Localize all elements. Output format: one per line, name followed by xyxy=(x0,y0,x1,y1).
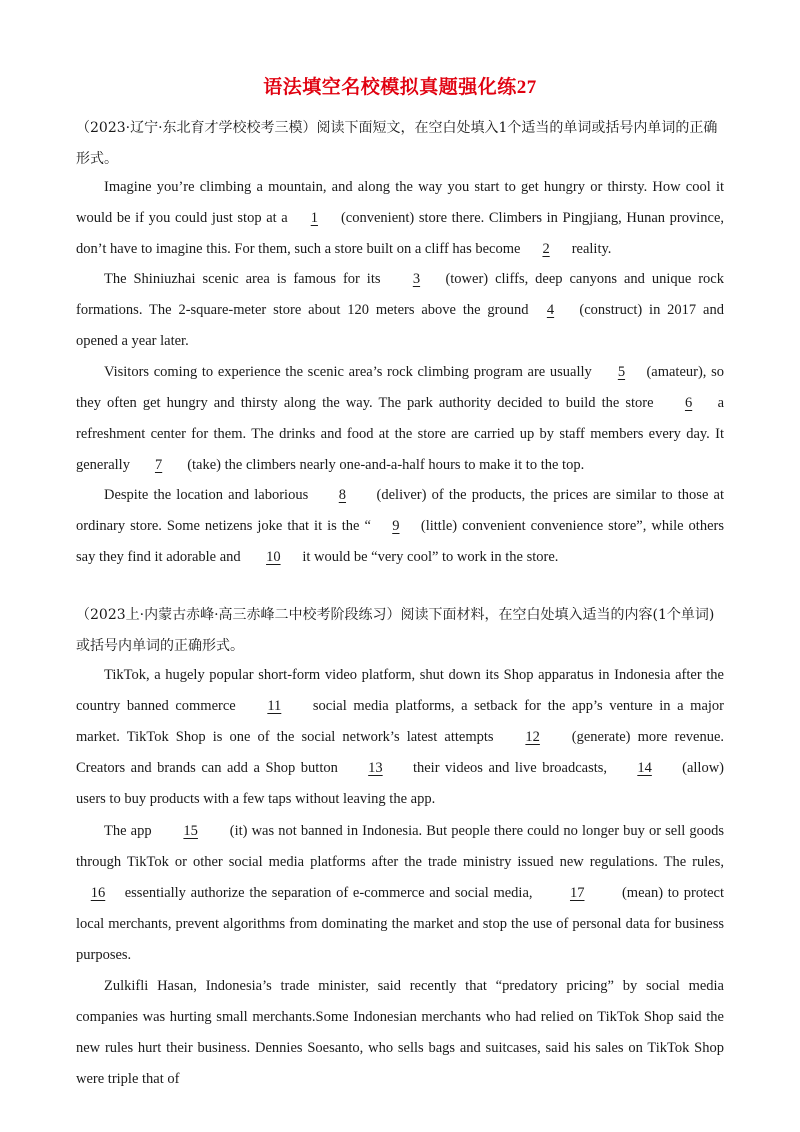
section2-paragraph-1: TikTok, a hugely popular short-form video platform, shut down its Shop apparatus in Indonesia after the country banned commerce 11 social media platforms, a setback for the app’s venture in a major market. TikTok Shop is one of the social network’s latest attempts 12 (generate) more revenue. Creators and brands can add a Shop button 13 their videos and live broadcasts, 14 (allow) users to buy products with a few taps without leaving the app. xyxy=(76,667,725,807)
section2-paragraph-3: Zulkifli Hasan, Indonesia’s trade minister, said recently that “predatory pricing” by social media companies was hurting small merchants.Some Indonesian merchants who had relied on TikTok Shop said the new rules hurt their business. Dennies Soesanto, who sells bags and suitcases, said his sales on TikTok Shop were triple that of xyxy=(76,978,724,1087)
section2-intro: （2023上·内蒙古赤峰·高三赤峰二中校考阶段练习）阅读下面材料，在空白处填入适当的内容(1个单词)或括号内单词的正确形式。 xyxy=(76,607,715,654)
blank-6[interactable]: 6 xyxy=(684,395,693,411)
section1-paragraph-2: The Shiniuzhai scenic area is famous for its 3 (tower) cliffs, deep canyons and unique rock formations. The 2-square-meter store about 120 meters above the ground 4 (construct) in 2017 and opened a year later. xyxy=(76,264,724,357)
blank-14[interactable]: 14 xyxy=(637,760,652,776)
blank-4[interactable]: 4 xyxy=(546,302,555,318)
blank-5[interactable]: 5 xyxy=(617,364,626,380)
blank-8[interactable]: 8 xyxy=(338,487,347,503)
blank-9[interactable]: 9 xyxy=(392,518,400,534)
section1-intro: （2023·辽宁·东北育才学校校考三模）阅读下面短文，在空白处填入1个适当的单词或括号内单词的正确形式。 xyxy=(76,120,718,167)
blank-10[interactable]: 10 xyxy=(266,549,281,565)
blank-3[interactable]: 3 xyxy=(412,271,421,287)
section1-paragraph-1: Imagine you’re climbing a mountain, and along the way you start to get hungry or thirsty. How cool it would be if you could just stop at a 1 (convenient) store there. Climbers in Pingjiang, Hunan province, don’t have to imagine this. For them, such a store built on a cliff has become 2 reality. xyxy=(76,172,724,265)
blank-12[interactable]: 12 xyxy=(525,729,540,745)
blank-16[interactable]: 16 xyxy=(90,885,106,901)
section1-paragraph-3: Visitors coming to experience the scenic area’s rock climbing program are usually 5 (amateur), so they often get hungry and thirsty along the way. The park authority decided to build the store 6 a refreshment center for them. The drinks and food at the store are carried up by staff members every day. It generally 7 (take) the climbers nearly one-and-a-half hours to make it to the top. xyxy=(76,357,724,481)
blank-7[interactable]: 7 xyxy=(154,457,163,473)
blank-15[interactable]: 15 xyxy=(183,823,198,839)
blank-11[interactable]: 11 xyxy=(267,698,282,714)
section2-paragraph-2: The app 15 (it) was not banned in Indonesia. But people there could no longer buy or sell goods through TikTok or other social media platforms after the trade ministry issued new regulations. The rules, 16 essentially authorize the separation of e-commerce and social media, 17 (mean) to protect local merchants, prevent algorithms from dominating the market and stop the use of personal data for business purposes. xyxy=(76,816,724,971)
blank-13[interactable]: 13 xyxy=(368,760,383,776)
section1-paragraph-4: Despite the location and laborious 8 (deliver) of the products, the prices are similar to those at ordinary store. Some netizens joke that it is the “ 9 (little) convenient convenience store”, while others say they find it adorable and 10 it would be “very cool” to work in the store. xyxy=(76,480,724,573)
blank-2[interactable]: 2 xyxy=(542,241,550,257)
blank-17[interactable]: 17 xyxy=(569,885,585,901)
page-title: 语法填空名校模拟真题强化练27 xyxy=(263,77,537,98)
blank-1[interactable]: 1 xyxy=(310,210,318,226)
